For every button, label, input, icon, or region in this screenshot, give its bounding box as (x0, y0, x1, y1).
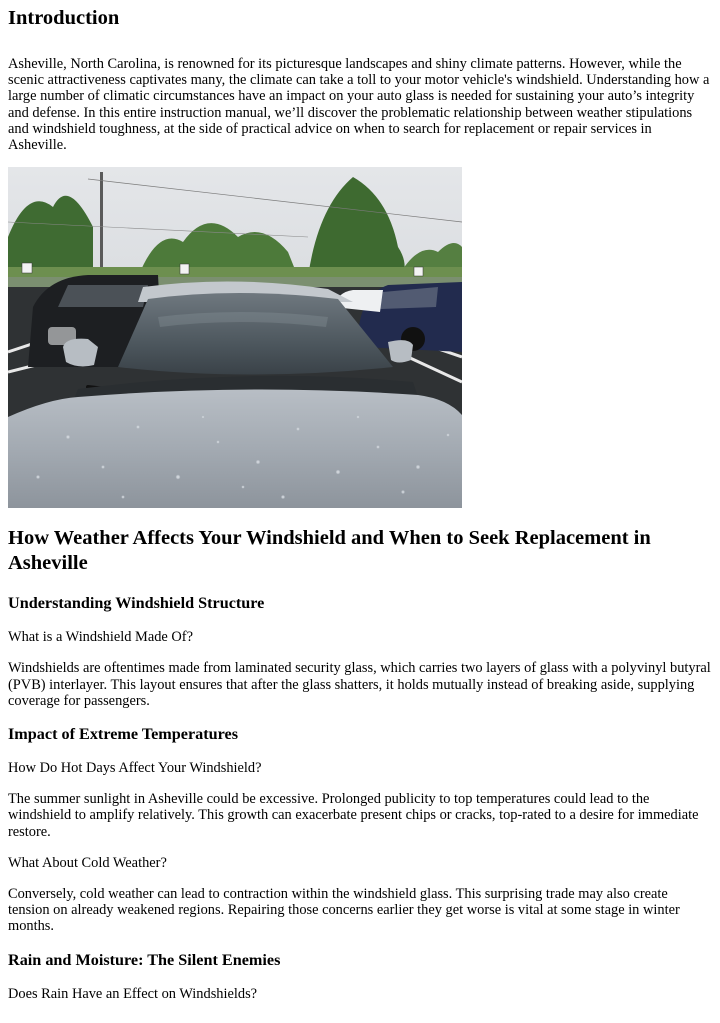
main-heading: How Weather Affects Your Windshield and When to Seek Replacement in Asheville (8, 527, 651, 575)
intro-paragraph: Asheville, North Carolina, is renowned for its picturesque landscapes and shiny climate patterns. However, while the scenic attractiveness captivates many, the climate can take a toll to your motor vehicle's windshield. Understanding how a large number of climatic circumstances have an impact on your auto glass is needed for sustaining your auto’s integrity and defense. In this entire instruction manual, we’ll discover the problematic relationship between weather stipulations and windshield toughness, at the side of practical advice on when to search for replacement or repair services in Asheville. (8, 56, 710, 154)
structure-question: What is a Windshield Made Of? (8, 629, 193, 646)
utility-pole (100, 172, 103, 277)
structure-heading: Understanding Windshield Structure (8, 594, 265, 613)
article (0, 6, 720, 1002)
windshield-photo (8, 167, 462, 508)
hot-question: How Do Hot Days Affect Your Windshield? (8, 760, 262, 777)
structure-answer: Windshields are oftentimes made from laminated security glass, which carries two layers of glass with a polyvinyl butyral (PVB) interlayer. This layout ensures that after the glass shatters, it holds mutually instead of breaking aside, supplying coverage for passengers. (8, 660, 711, 709)
temperatures-heading: Impact of Extreme Temperatures (8, 725, 239, 744)
right-mirror (388, 340, 413, 362)
rain-heading: Rain and Moisture: The Silent Enemies (8, 950, 281, 969)
hot-answer: The summer sunlight in Asheville could be excessive. Prolonged publicity to top temperatures could lead to the windshield to amplify relatively. This growth can exacerbate present chips or cracks, top-rated to a desire for immediate restore. (8, 791, 699, 840)
cold-answer: Conversely, cold weather can lead to contraction within the windshield glass. This surprising trade may also create tension on already weakened regions. Repairing those concerns earlier they get worse is vital at some stage in winter months. (8, 886, 680, 935)
intro-heading: Introduction (8, 7, 120, 29)
car-hood (8, 390, 462, 509)
cold-question: What About Cold Weather? (8, 854, 167, 871)
left-mirror (63, 339, 98, 367)
rain-question: Does Rain Have an Effect on Windshields? (8, 985, 258, 1002)
